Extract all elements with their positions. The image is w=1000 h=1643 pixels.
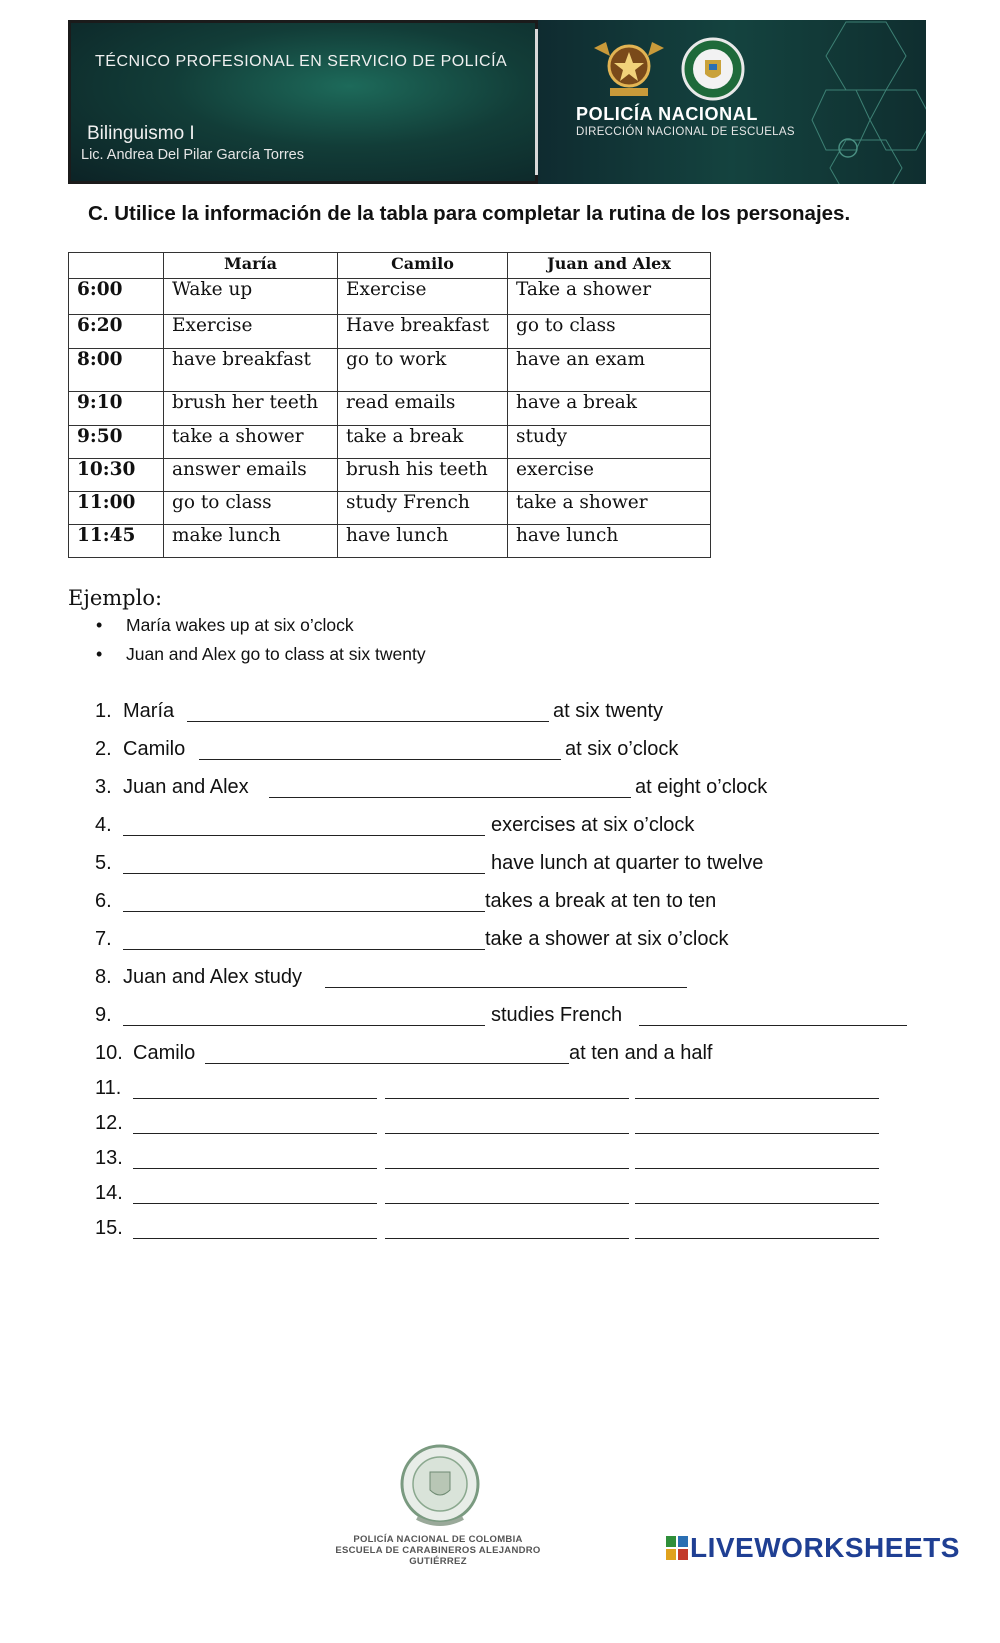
example-list	[94, 614, 426, 672]
directorate-name: DIRECCIÓN NACIONAL DE ESCUELAS	[576, 126, 795, 138]
footer-school: ESCUELA DE CARABINEROS ALEJANDRO GUTIÉRREZ	[335, 1545, 541, 1567]
time-cell: 10:30	[69, 459, 164, 492]
exercise-suffix: at eight o’clock	[635, 776, 768, 798]
banner-institution-panel	[538, 20, 926, 184]
header-time	[69, 253, 164, 279]
footer-institution: POLICÍA NACIONAL DE COLOMBIA	[353, 1534, 523, 1545]
exercise-number: 3.	[95, 776, 112, 798]
activity-cell: Take a shower	[508, 279, 711, 315]
activity-cell: study	[508, 426, 711, 459]
example-item: • María wakes up at six o’clock	[94, 614, 426, 643]
example-heading: Ejemplo:	[68, 586, 163, 610]
header-maria: María	[164, 253, 338, 279]
activity-cell: brush her teeth	[164, 392, 338, 426]
exercise-suffix: studies French	[491, 1004, 623, 1026]
answer-blank[interactable]	[639, 1025, 907, 1026]
activity-cell: Wake up	[164, 279, 338, 315]
table-row	[69, 279, 711, 315]
exercise-prefix: María	[123, 700, 175, 722]
answer-blank[interactable]	[635, 1238, 879, 1239]
answer-blank[interactable]	[385, 1098, 629, 1099]
exercise-number: 7.	[95, 928, 112, 950]
liveworksheets-wordmark: LIVEWORKSHEETS	[690, 1532, 960, 1563]
activity-instruction: C. Utilice la información de la tabla para completar la rutina de los personajes.	[88, 202, 851, 225]
activity-cell: have an exam	[508, 349, 711, 392]
answer-blank[interactable]	[205, 1063, 569, 1064]
institution-name: POLICÍA NACIONAL	[576, 104, 758, 124]
table-row	[69, 459, 711, 492]
answer-blank[interactable]	[269, 797, 631, 798]
answer-blank[interactable]	[199, 759, 561, 760]
activity-cell: go to class	[508, 315, 711, 349]
answer-blank[interactable]	[133, 1133, 377, 1134]
activity-cell: have breakfast	[164, 349, 338, 392]
exercise-prefix: Camilo	[133, 1042, 196, 1064]
exercise-suffix: takes a break at ten to ten	[485, 890, 717, 912]
time-cell: 9:50	[69, 426, 164, 459]
table-row	[69, 525, 711, 558]
activity-cell: read emails	[338, 392, 508, 426]
exercise-prefix: Juan and Alex	[123, 776, 249, 798]
teacher-name: Lic. Andrea Del Pilar García Torres	[81, 147, 304, 163]
activity-cell: Exercise	[338, 279, 508, 315]
answer-blank[interactable]	[133, 1238, 377, 1239]
exercise-number: 9.	[95, 1004, 112, 1026]
activity-cell: take a shower	[164, 426, 338, 459]
routine-table	[68, 252, 711, 558]
exercise-number: 2.	[95, 738, 112, 760]
table-row	[69, 392, 711, 426]
time-cell: 11:00	[69, 492, 164, 525]
program-title: TÉCNICO PROFESIONAL EN SERVICIO DE POLICÍA	[95, 53, 508, 70]
table-row	[69, 426, 711, 459]
activity-cell: have lunch	[338, 525, 508, 558]
hexagon-pattern-icon	[806, 20, 926, 184]
exercise-suffix: at six twenty	[553, 700, 664, 722]
exercise-suffix: at six o’clock	[565, 738, 679, 760]
activity-cell: have a break	[508, 392, 711, 426]
exercise-number: 13.	[95, 1147, 123, 1169]
exercise-number: 15.	[95, 1217, 123, 1239]
answer-blank[interactable]	[133, 1168, 377, 1169]
answer-blank[interactable]	[133, 1098, 377, 1099]
exercise-suffix: exercises at six o’clock	[491, 814, 695, 836]
activity-cell: Have breakfast	[338, 315, 508, 349]
exercise-suffix: take a shower at six o’clock	[485, 928, 729, 950]
activity-cell: study French	[338, 492, 508, 525]
table-header-row	[69, 253, 711, 279]
course-name: Bilinguismo I	[87, 123, 195, 144]
activity-cell: brush his teeth	[338, 459, 508, 492]
activity-cell: exercise	[508, 459, 711, 492]
answer-blank[interactable]	[325, 987, 687, 988]
answer-blank[interactable]	[635, 1203, 879, 1204]
activity-cell: take a break	[338, 426, 508, 459]
exercise-number: 4.	[95, 814, 112, 836]
exercise-number: 5.	[95, 852, 112, 874]
answer-blank[interactable]	[123, 873, 485, 874]
exercise-number: 11.	[95, 1077, 122, 1099]
answer-blank[interactable]	[635, 1133, 879, 1134]
activity-cell: have lunch	[508, 525, 711, 558]
table-row	[69, 315, 711, 349]
activity-cell: answer emails	[164, 459, 338, 492]
answer-blank[interactable]	[123, 911, 485, 912]
exercise-suffix: at ten and a half	[569, 1042, 713, 1064]
time-cell: 6:20	[69, 315, 164, 349]
activity-cell: Exercise	[164, 315, 338, 349]
answer-blank[interactable]	[123, 835, 485, 836]
header-juan-alex: Juan and Alex	[508, 253, 711, 279]
exercise-number: 6.	[95, 890, 112, 912]
liveworksheets-logo-icon	[666, 1536, 688, 1560]
time-cell: 9:10	[69, 392, 164, 426]
activity-cell: go to class	[164, 492, 338, 525]
answer-blank[interactable]	[385, 1203, 629, 1204]
police-shield-icon	[678, 36, 748, 102]
exercise-prefix: Camilo	[123, 738, 186, 760]
answer-blank[interactable]	[123, 949, 485, 950]
table-row	[69, 349, 711, 392]
header-banner	[68, 20, 926, 184]
exercise-number: 12.	[95, 1112, 123, 1134]
activity-cell: go to work	[338, 349, 508, 392]
time-cell: 11:45	[69, 525, 164, 558]
banner-course-panel	[68, 20, 538, 184]
answer-blank[interactable]	[385, 1133, 629, 1134]
time-cell: 6:00	[69, 279, 164, 315]
answer-blank[interactable]	[385, 1168, 629, 1169]
answer-blank[interactable]	[635, 1168, 879, 1169]
exercise-number: 1.	[95, 700, 112, 722]
answer-blank[interactable]	[635, 1098, 879, 1099]
answer-blank[interactable]	[123, 1025, 485, 1026]
header-camilo: Camilo	[338, 253, 508, 279]
exercise-number: 14.	[95, 1182, 123, 1204]
activity-cell: make lunch	[164, 525, 338, 558]
exercise-number: 10.	[95, 1042, 123, 1064]
answer-blank[interactable]	[385, 1238, 629, 1239]
activity-cell: take a shower	[508, 492, 711, 525]
exercise-number: 8.	[95, 966, 112, 988]
time-cell: 8:00	[69, 349, 164, 392]
police-seal-icon	[397, 1440, 483, 1532]
answer-blank[interactable]	[187, 721, 549, 722]
exercise-suffix: have lunch at quarter to twelve	[491, 852, 764, 874]
exercise-prefix: Juan and Alex study	[123, 966, 303, 988]
answer-blank[interactable]	[133, 1203, 377, 1204]
example-item: • Juan and Alex go to class at six twenty	[94, 643, 426, 672]
school-crest-icon	[588, 38, 670, 100]
table-row	[69, 492, 711, 525]
